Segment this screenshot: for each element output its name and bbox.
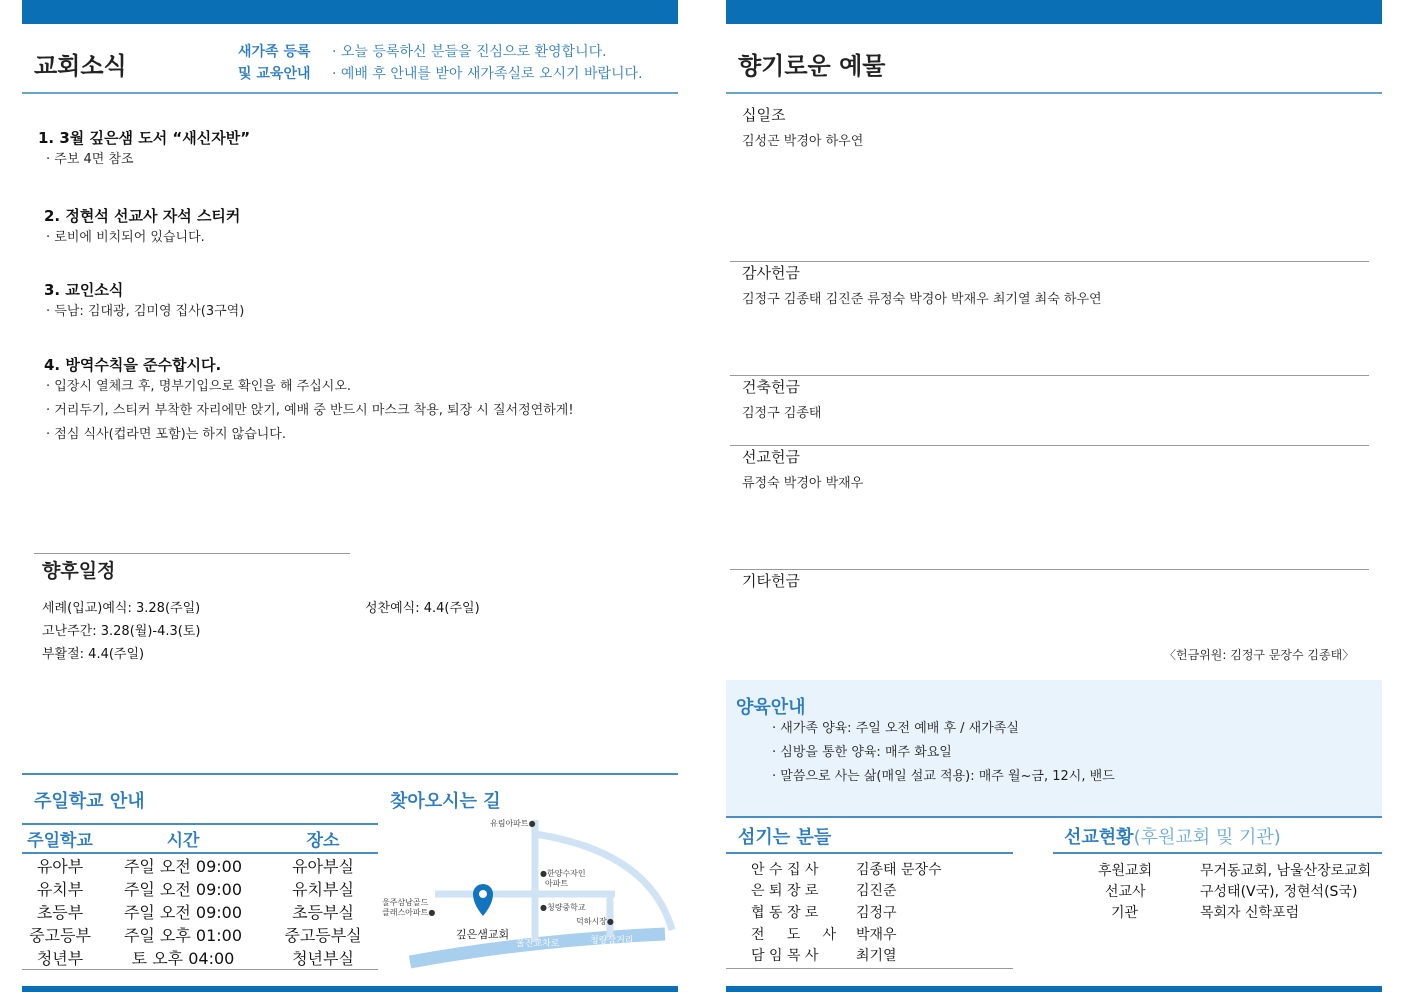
left-top-bar (22, 0, 678, 24)
map-label-market: 덕하시장● (576, 917, 614, 926)
table-cell: 주일 오전 09:00 (123, 857, 243, 876)
table-cell: 초등부 (36, 903, 84, 922)
table-cell: 청년부실 (292, 949, 354, 968)
offering-building (742, 376, 821, 421)
directions-map (380, 812, 678, 970)
table-cell: 초등부실 (292, 903, 354, 922)
table-cell: 중고등부실 (284, 926, 362, 945)
news-item-line: · 주보 4면 참조 (46, 152, 134, 167)
nurture-title: 양육안내 (736, 697, 806, 718)
map-label-apt3b: 클래스아파트● (382, 908, 436, 917)
map-label-apt2: ●한양수자인 (540, 869, 586, 878)
offering-committee: 〈헌금위원: 김정구 문장수 김종태〉 (1164, 648, 1355, 662)
mission-value: 구성태(V국), 정현석(S국) (1200, 884, 1358, 900)
offering-title: 기타헌금 (742, 572, 800, 590)
table-cell: 유아부 (36, 857, 84, 876)
offering-thanks (742, 262, 1102, 307)
servant-role: 협 동 장 로 (751, 905, 819, 921)
nurture-item: · 말씀으로 사는 삶(매일 설교 적용): 매주 월~금, 12시, 밴드 (772, 769, 1115, 784)
servant-name: 박재우 (856, 927, 897, 943)
servant-name: 김종태 문장수 (856, 862, 942, 878)
offering-other (742, 570, 800, 591)
offering-names: 류정숙 박경아 박재우 (742, 476, 864, 491)
nurture-list (772, 717, 1115, 789)
left-header-rule (22, 92, 678, 94)
newcomer-line-2: · 예배 후 안내를 받아 새가족실로 오시기 바랍니다. (332, 66, 643, 82)
newcomer-label-line-2: 및 교육안내 (238, 66, 311, 82)
table-row (22, 900, 378, 923)
mission-label: 선교사 (1105, 884, 1146, 900)
mission-header-rule (1053, 852, 1382, 854)
table-header-row (22, 824, 378, 853)
table-row (22, 923, 378, 946)
offering-mission (742, 446, 863, 491)
col-header-time: 시간 (98, 824, 268, 853)
map-label-road2: 청량삼거리 (590, 936, 634, 946)
nurture-item: · 심방을 통한 양육: 매주 화요일 (772, 745, 952, 760)
nurture-panel (726, 680, 1382, 816)
offerings-title: 향기로운 예물 (738, 52, 886, 80)
map-label-apt3a: 울주삼남골드 (382, 898, 429, 907)
table-cell: 중고등부 (29, 926, 91, 945)
news-item-line: · 점심 식사(컵라면 포함)는 하지 않습니다. (46, 427, 286, 442)
col-header-place: 장소 (268, 824, 378, 853)
news-item-4 (44, 354, 574, 447)
schedule-rule (34, 553, 350, 554)
newcomer-label-line-1: 새가족 등록 (238, 44, 311, 60)
news-item-title: 3. 교인소식 (44, 281, 124, 299)
sunday-school-title: 주일학교 안내 (34, 791, 145, 812)
mission-value: 무거동교회, 남울산장로교회 (1200, 863, 1372, 879)
servant-role: 담 임 목 사 (751, 948, 819, 964)
news-item-line: · 입장시 열체크 후, 명부기입으로 확인을 해 주십시오. (46, 379, 352, 394)
servant-role: 안 수 집 사 (751, 862, 819, 878)
table-row (22, 853, 378, 877)
table-cell: 유치부실 (292, 880, 354, 899)
church-news-title: 교회소식 (34, 52, 127, 80)
offering-names: 김정구 김종태 김진준 류정숙 박경아 박재우 최기열 최숙 하우연 (742, 292, 1102, 307)
news-item-line: · 거리두기, 스티커 부착한 자리에만 앉기, 예배 중 반드시 마스크 착용, 퇴장 시 질서정연하게! (46, 403, 574, 418)
servant-name: 김진준 (856, 883, 897, 899)
offering-divider (730, 569, 1369, 570)
servant-name: 최기열 (856, 948, 897, 964)
offering-names: 김정구 김종태 (742, 406, 822, 421)
mission-label: 기관 (1111, 905, 1139, 921)
newcomer-text (332, 41, 643, 85)
newcomer-label (238, 41, 311, 85)
schedule-entry: 성찬예식: 4.4(주일) (365, 601, 480, 616)
mission-title (1064, 823, 1281, 849)
offering-title: 감사헌금 (742, 264, 800, 282)
servants-title: 섬기는 분들 (738, 827, 832, 848)
map-label-road1: 울진교차로 (516, 939, 560, 949)
schedule-col-1 (42, 597, 200, 666)
news-item-line: · 득남: 김대광, 김미영 집사(3구역) (46, 304, 245, 319)
offering-title: 건축헌금 (742, 378, 800, 396)
map-label-school: ●청량중학교 (540, 903, 586, 912)
servants-bottom-rule (726, 968, 1013, 969)
table-cell: 유치부 (36, 880, 84, 899)
right-bottom-bar (726, 986, 1382, 992)
table-row (22, 946, 378, 970)
offering-names: 김성곤 박경아 하우연 (742, 134, 864, 149)
right-header-rule (726, 92, 1382, 94)
table-cell: 주일 오전 09:00 (123, 903, 243, 922)
news-item-line: · 로비에 비치되어 있습니다. (46, 230, 205, 245)
news-item-1 (38, 127, 250, 172)
offering-title: 선교헌금 (742, 448, 800, 466)
offering-divider (730, 375, 1369, 376)
col-header-school: 주일학교 (22, 824, 98, 853)
schedule-entry: 부활절: 4.4(주일) (42, 647, 145, 662)
map-label-church: 깊은샘교회 (456, 928, 510, 941)
map-label-apt1: 유림아파트● (490, 819, 536, 828)
schedule-col-2 (365, 597, 480, 620)
mission-title-main: 선교현황 (1064, 827, 1134, 848)
sunday-school-rule (22, 773, 678, 775)
table-cell: 주일 오후 01:00 (123, 926, 243, 945)
schedule-title: 향후일정 (42, 560, 116, 582)
servants-header-rule (726, 852, 1013, 854)
directions-title: 찾아오시는 길 (390, 791, 501, 812)
offering-tithe (742, 104, 863, 149)
left-bottom-bar (22, 986, 678, 992)
offering-title: 십일조 (742, 106, 786, 124)
table-cell: 유아부실 (292, 857, 354, 876)
table-cell: 주일 오전 09:00 (123, 880, 243, 899)
mission-title-sub: (후원교회 및 기관) (1133, 827, 1281, 848)
mission-value: 목회자 신학포럼 (1200, 905, 1300, 921)
table-row (22, 877, 378, 900)
news-item-3 (44, 279, 244, 324)
map-label-apt2b: 아파트 (545, 879, 569, 888)
table-cell: 청년부 (36, 949, 84, 968)
nurture-item: · 새가족 양육: 주일 오전 예배 후 / 새가족실 (772, 721, 1019, 736)
newcomer-line-1: · 오늘 등록하신 분들을 진심으로 환영합니다. (332, 44, 607, 60)
servant-role: 은 퇴 장 로 (751, 883, 819, 899)
schedule-entry: 고난주간: 3.28(월)-4.3(토) (42, 624, 201, 639)
news-item-title: 2. 정현석 선교사 자석 스티커 (44, 207, 241, 225)
servants-top-rule (726, 816, 1382, 818)
church-pin-icon (473, 884, 493, 916)
mission-label: 후원교회 (1098, 863, 1153, 879)
servant-role: 전 도 사 (751, 927, 837, 943)
servant-name: 김정구 (856, 905, 897, 921)
right-top-bar (726, 0, 1382, 24)
news-item-title: 4. 방역수칙을 준수합시다. (44, 356, 222, 374)
schedule-entry: 세례(입교)예식: 3.28(주일) (42, 601, 201, 616)
sunday-school-table (22, 823, 378, 970)
news-item-title: 1. 3월 깊은샘 도서 “새신자반” (38, 129, 251, 147)
table-cell: 토 오후 04:00 (131, 949, 235, 968)
news-item-2 (44, 205, 240, 250)
